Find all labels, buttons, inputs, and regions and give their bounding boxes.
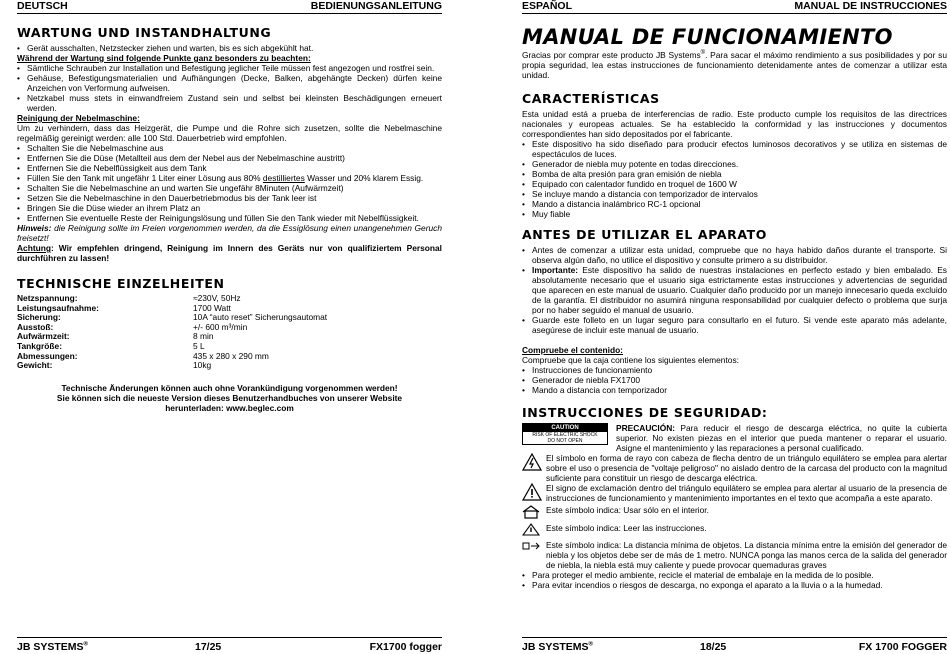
- cleaning-intro: Um zu verhindern, dass das Heizgerät, die Pumpe und die Rohre sich zusetzen, sollte die Nebelmaschine regelmäßig gereinigt werden: alle 100 Std. Dauerbetrieb wird empfohlen.: [17, 123, 442, 143]
- header-title: BEDIENUNGSANLEITUNG: [310, 0, 442, 12]
- cleaning-steps: [17, 143, 442, 223]
- warning-note: [17, 243, 442, 263]
- list-item: • Antes de comenzar a utilizar esta unidad, compruebe que no haya habido daños durante el transporte. Si observa algún daño, no utilice el dispositivo y consulte primero a su distribuidor.: [522, 245, 947, 265]
- list-item: • Para proteger el medio ambiente, recicle el material de embalaje en la medida de lo posible.: [522, 570, 947, 580]
- check-contents-intro: Compruebe que la caja contiene los siguientes elementos:: [522, 355, 739, 365]
- footer-brand-text: JB SYSTEMS: [17, 641, 84, 653]
- list-item: • Entfernen Sie eventuelle Reste der Reinigungslösung und füllen Sie den Tank wieder mit Nebelflüssigkeit.: [17, 213, 442, 223]
- spec-key: Netzspannung:: [17, 293, 78, 303]
- spec-value: +/- 600 m³/min: [193, 321, 248, 332]
- list-item: [522, 265, 947, 315]
- distance-symbol-block: [522, 540, 947, 570]
- list-item: • Gehäuse, Befestigungsmaterialien und Aufhängungen (Decke, Balken, abgehängte Decken) dürfen keine Anzeichen von Verformung aufweisen.: [17, 73, 442, 93]
- page-right: [522, 0, 947, 654]
- list-item: • Generador de niebla muy potente en todas direcciones.: [522, 159, 947, 169]
- list-item: • Muy fiable: [522, 209, 947, 219]
- intro-text-b: . Para sacar el máximo rendimiento a sus posibilidades y por su propia seguridad, lea estas instrucciones de funcionamiento detenidamente antes de comenzar a utilizar esta unidad.: [522, 50, 947, 80]
- contents-list: [522, 365, 947, 395]
- caution-label-line: RISK OF ELECTRIC SHOCK: [532, 432, 598, 438]
- indoor-symbol-block: [522, 505, 947, 519]
- list-item: • Schalten Sie die Nebelmaschine an und warten Sie ungefähr 8Minuten (Aufwärmzeit): [17, 183, 442, 193]
- list-item: • Para evitar incendios o riesgos de descarga, no exponga el aparato a la lluvia o a la humedad.: [522, 580, 947, 590]
- list-item: • Setzen Sie die Nebelmaschine in den Dauerbetriebmodus bis der Tank leer ist: [17, 193, 442, 203]
- maintenance-list: [17, 43, 442, 53]
- caution-block: [522, 423, 947, 453]
- list-item: • Guarde este folleto en un lugar seguro para consultarlo en el futuro. Si vende este aparato más adelante, asegúrese de incluir este manual de usuario.: [522, 315, 947, 335]
- important-text: Este dispositivo ha salido de nuestras instalaciones en perfecto estado y bien embalado. Es absolutamente necesario que el usuario siga estrictamente estas instrucciones y advertencias de seguridad que aparecen en este manual de usuario. Cualquier daño producido por un manejo innecesario queda excluido de la garantía. El distribuidor no asumirá ninguna responsabilidad por cualquier defecto o problema que surja por no haber seguido el manual de usuario.: [532, 265, 947, 315]
- fill-text-b: Wasser und 20% klarem Essig.: [304, 173, 424, 183]
- spec-key: Sicherung:: [17, 312, 61, 323]
- list-item: • Instrucciones de funcionamiento: [522, 365, 947, 375]
- hint-text: die Reinigung sollte im Freien vorgenommen werden, da die Essiglösung einen unangenehmen Geruch freisetzt!: [17, 223, 442, 243]
- list-item: • Entfernen Sie die Nebelflüssigkeit aus dem Tank: [17, 163, 442, 173]
- list-item: • Sämtliche Schrauben zur Installation und Befestigung jeglicher Teile müssen fest angezogen und rostfrei sein.: [17, 63, 442, 73]
- warning-text: : Wir empfehlen dringend, Reinigung im Innern des Geräts nur von qualifiziertem Personal durchführen zu lassen!: [17, 243, 442, 263]
- page-content: [522, 22, 947, 590]
- footer-brand: [522, 641, 593, 653]
- before-use-list: [522, 245, 947, 335]
- spec-value: 8 min: [193, 331, 214, 342]
- caution-label: [522, 423, 608, 445]
- intro-text-a: Gracias por comprar este producto JB Systems: [522, 50, 701, 60]
- caution-text-label: PRECAUCIÓN:: [616, 423, 676, 433]
- specs-table: [17, 294, 442, 371]
- spec-value: 10kg: [193, 360, 212, 371]
- footer-model: FX 1700 FOGGER: [858, 641, 947, 653]
- manual-title: MANUAL DE FUNCIONAMIENTO: [522, 25, 893, 49]
- spec-value: 1700 Watt: [193, 302, 231, 313]
- version-note-line: herunterladen: www.beglec.com: [165, 402, 294, 413]
- caution-text: [616, 423, 947, 453]
- header-language: DEUTSCH: [17, 0, 68, 12]
- specs-heading: TECHNISCHE EINZELHEITEN: [17, 276, 225, 291]
- spec-key: Ausstoß:: [17, 321, 54, 332]
- spec-key: Abmessungen:: [17, 350, 78, 361]
- maintenance-heading: WARTUNG UND INSTANDHALTUNG: [17, 25, 272, 40]
- list-item: • Bringen Sie die Düse wieder an ihrem Platz an: [17, 203, 442, 213]
- exclamation-symbol-block: [522, 483, 947, 503]
- spec-key: Leistungsaufnahme:: [17, 302, 99, 313]
- before-use-heading: ANTES DE UTILIZAR EL APARATO: [522, 227, 767, 242]
- list-item: • Mando a distancia con temporizador: [522, 385, 947, 395]
- page-footer: [17, 637, 442, 654]
- spec-value: 435 x 280 x 290 mm: [193, 350, 269, 361]
- indoor-symbol-text: Este símbolo indica: Usar sólo en el interior.: [546, 505, 709, 515]
- list-item: • Mando a distancia inalámbrico RC-1 opcional: [522, 199, 947, 209]
- spec-key: Aufwärmzeit:: [17, 331, 70, 342]
- hint-label: Hinweis:: [17, 223, 52, 233]
- read-instructions-icon: [522, 523, 546, 536]
- lightning-symbol-text: El símbolo en forma de rayo con cabeza de flecha dentro de un triángulo equilátero se emplea para alertar sobre el uso o presencia de "voltaje peligroso" no aislado dentro de la carcasa del producto con la magnitud suficiente para constituir un riesgo de descarga eléctrica.: [546, 453, 947, 483]
- footer-page-number: 18/25: [700, 641, 727, 653]
- list-item: • Equipado con calentador fundido en troquel de 1600 W: [522, 179, 947, 189]
- important-label: Importante:: [532, 265, 579, 275]
- footer-brand: [17, 641, 88, 653]
- list-item: • Bomba de alta presión para gran emisión de niebla: [522, 169, 947, 179]
- spec-value: 10A “auto reset” Sicherungsautomat: [193, 312, 328, 323]
- footer-brand-text: JB SYSTEMS: [522, 641, 589, 653]
- intro-text: [522, 50, 947, 80]
- page-header: [522, 0, 947, 14]
- features-heading: CARACTERÍSTICAS: [522, 91, 660, 106]
- version-note-line: Technische Änderungen können auch ohne Vorankündigung vorgenommen werden!: [61, 382, 398, 393]
- lightning-triangle-icon: [522, 453, 546, 471]
- exclamation-triangle-icon: [522, 483, 546, 501]
- distance-symbol-text: Este símbolo indica: La distancia mínima de objetos. La distancia mínima entre la emisión del generador de niebla y los objetos debe ser de más de 1 metro. NUNCA ponga las manos cerca de la salida del generador de niebla, la niebla está muy caliente y puede provocar quemaduras graves: [546, 540, 947, 570]
- registered-mark: ®: [700, 50, 706, 57]
- features-list: [522, 139, 947, 219]
- features-intro: Esta unidad está a prueba de interferencias de radio. Este producto cumple los requisitos de las directrices nacionales y europeas actuales. Se ha establecido la conformidad y las instrucciones y documentos correspondientes han sido depositados por el fabricante.: [522, 109, 947, 139]
- list-item: • Generador de niebla FX1700: [522, 375, 947, 385]
- list-item: [17, 173, 442, 183]
- fill-text-a: Füllen Sie den Tank mit ungefähr 1 Liter einer Lösung aus 80%: [27, 173, 263, 183]
- lightning-symbol-block: [522, 453, 947, 483]
- list-item: • Se incluye mando a distancia con temporizador de intervalos: [522, 189, 947, 199]
- page-content: [17, 26, 442, 413]
- spec-key: Gewicht:: [17, 360, 53, 371]
- list-item: • Entfernen Sie die Düse (Metallteil aus dem der Nebel aus der Nebelmaschine austritt): [17, 153, 442, 163]
- footer-page-number: 17/25: [195, 641, 222, 653]
- page-footer: [522, 637, 947, 654]
- list-item: • Netzkabel muss stets in einwandfreiem Zustand sein und selbst bei kleinsten Beschädigungen erneuert werden.: [17, 93, 442, 113]
- environment-list: [522, 570, 947, 590]
- maintenance-checks: [17, 63, 442, 113]
- read-symbol-block: [522, 523, 947, 536]
- fill-text-underlined: destilliertes: [262, 173, 305, 183]
- read-symbol-text: Este símbolo indica: Leer las instrucciones.: [546, 523, 707, 533]
- spec-key: Tankgröße:: [17, 340, 62, 351]
- hint-note: [17, 223, 442, 243]
- header-title: MANUAL DE INSTRUCCIONES: [794, 0, 947, 12]
- caution-label-top: CAUTION: [523, 424, 607, 432]
- version-note-line: Sie können sich die neueste Version dieses Benutzerhandbuches von unserer Website: [56, 392, 403, 403]
- indoor-use-icon: [522, 505, 546, 519]
- exclamation-symbol-text: El signo de exclamación dentro del triángulo equilátero se emplea para alertar al usuario de la presencia de instrucciones de funcionamiento y mantenimiento importantes en el texto que acompaña a este aparato.: [546, 483, 947, 503]
- list-item: • Schalten Sie die Nebelmaschine aus: [17, 143, 442, 153]
- check-contents-heading: Compruebe el contenido:: [522, 345, 623, 355]
- safety-heading: INSTRUCCIONES DE SEGURIDAD:: [522, 405, 768, 420]
- cleaning-heading: Reinigung der Nebelmaschine:: [17, 113, 140, 123]
- caution-label-line: DO NOT OPEN: [547, 438, 583, 444]
- version-note: [17, 383, 442, 413]
- caution-text-body: Para reducir el riesgo de descarga eléctrica, no quite la cubierta superior. No existen piezas en el interior que pueda mantener o reparar el usuario. Asigne el mantenimiento y las reparaciones a personal cualificado.: [616, 423, 947, 453]
- warning-label: Achtung: [17, 243, 51, 253]
- footer-model: FX1700 fogger: [369, 641, 442, 653]
- page-left: [17, 0, 442, 654]
- registered-mark: ®: [588, 641, 593, 648]
- spec-value: ≈230V, 50Hz: [193, 293, 241, 303]
- page-header: [17, 0, 442, 14]
- list-item: • Este dispositivo ha sido diseñado para producir efectos luminosos decorativos y se utiliza en sistemas de espectáculos de luces.: [522, 139, 947, 159]
- header-language: ESPAÑOL: [522, 0, 572, 12]
- maintenance-subheading: Während der Wartung sind folgende Punkte ganz besonders zu beachten:: [17, 53, 311, 63]
- list-item: • Gerät ausschalten, Netzstecker ziehen und warten, bis es sich abgekühlt hat.: [17, 43, 442, 53]
- registered-mark: ®: [83, 641, 88, 648]
- spec-value: 5 L: [193, 340, 205, 351]
- minimum-distance-icon: [522, 540, 546, 552]
